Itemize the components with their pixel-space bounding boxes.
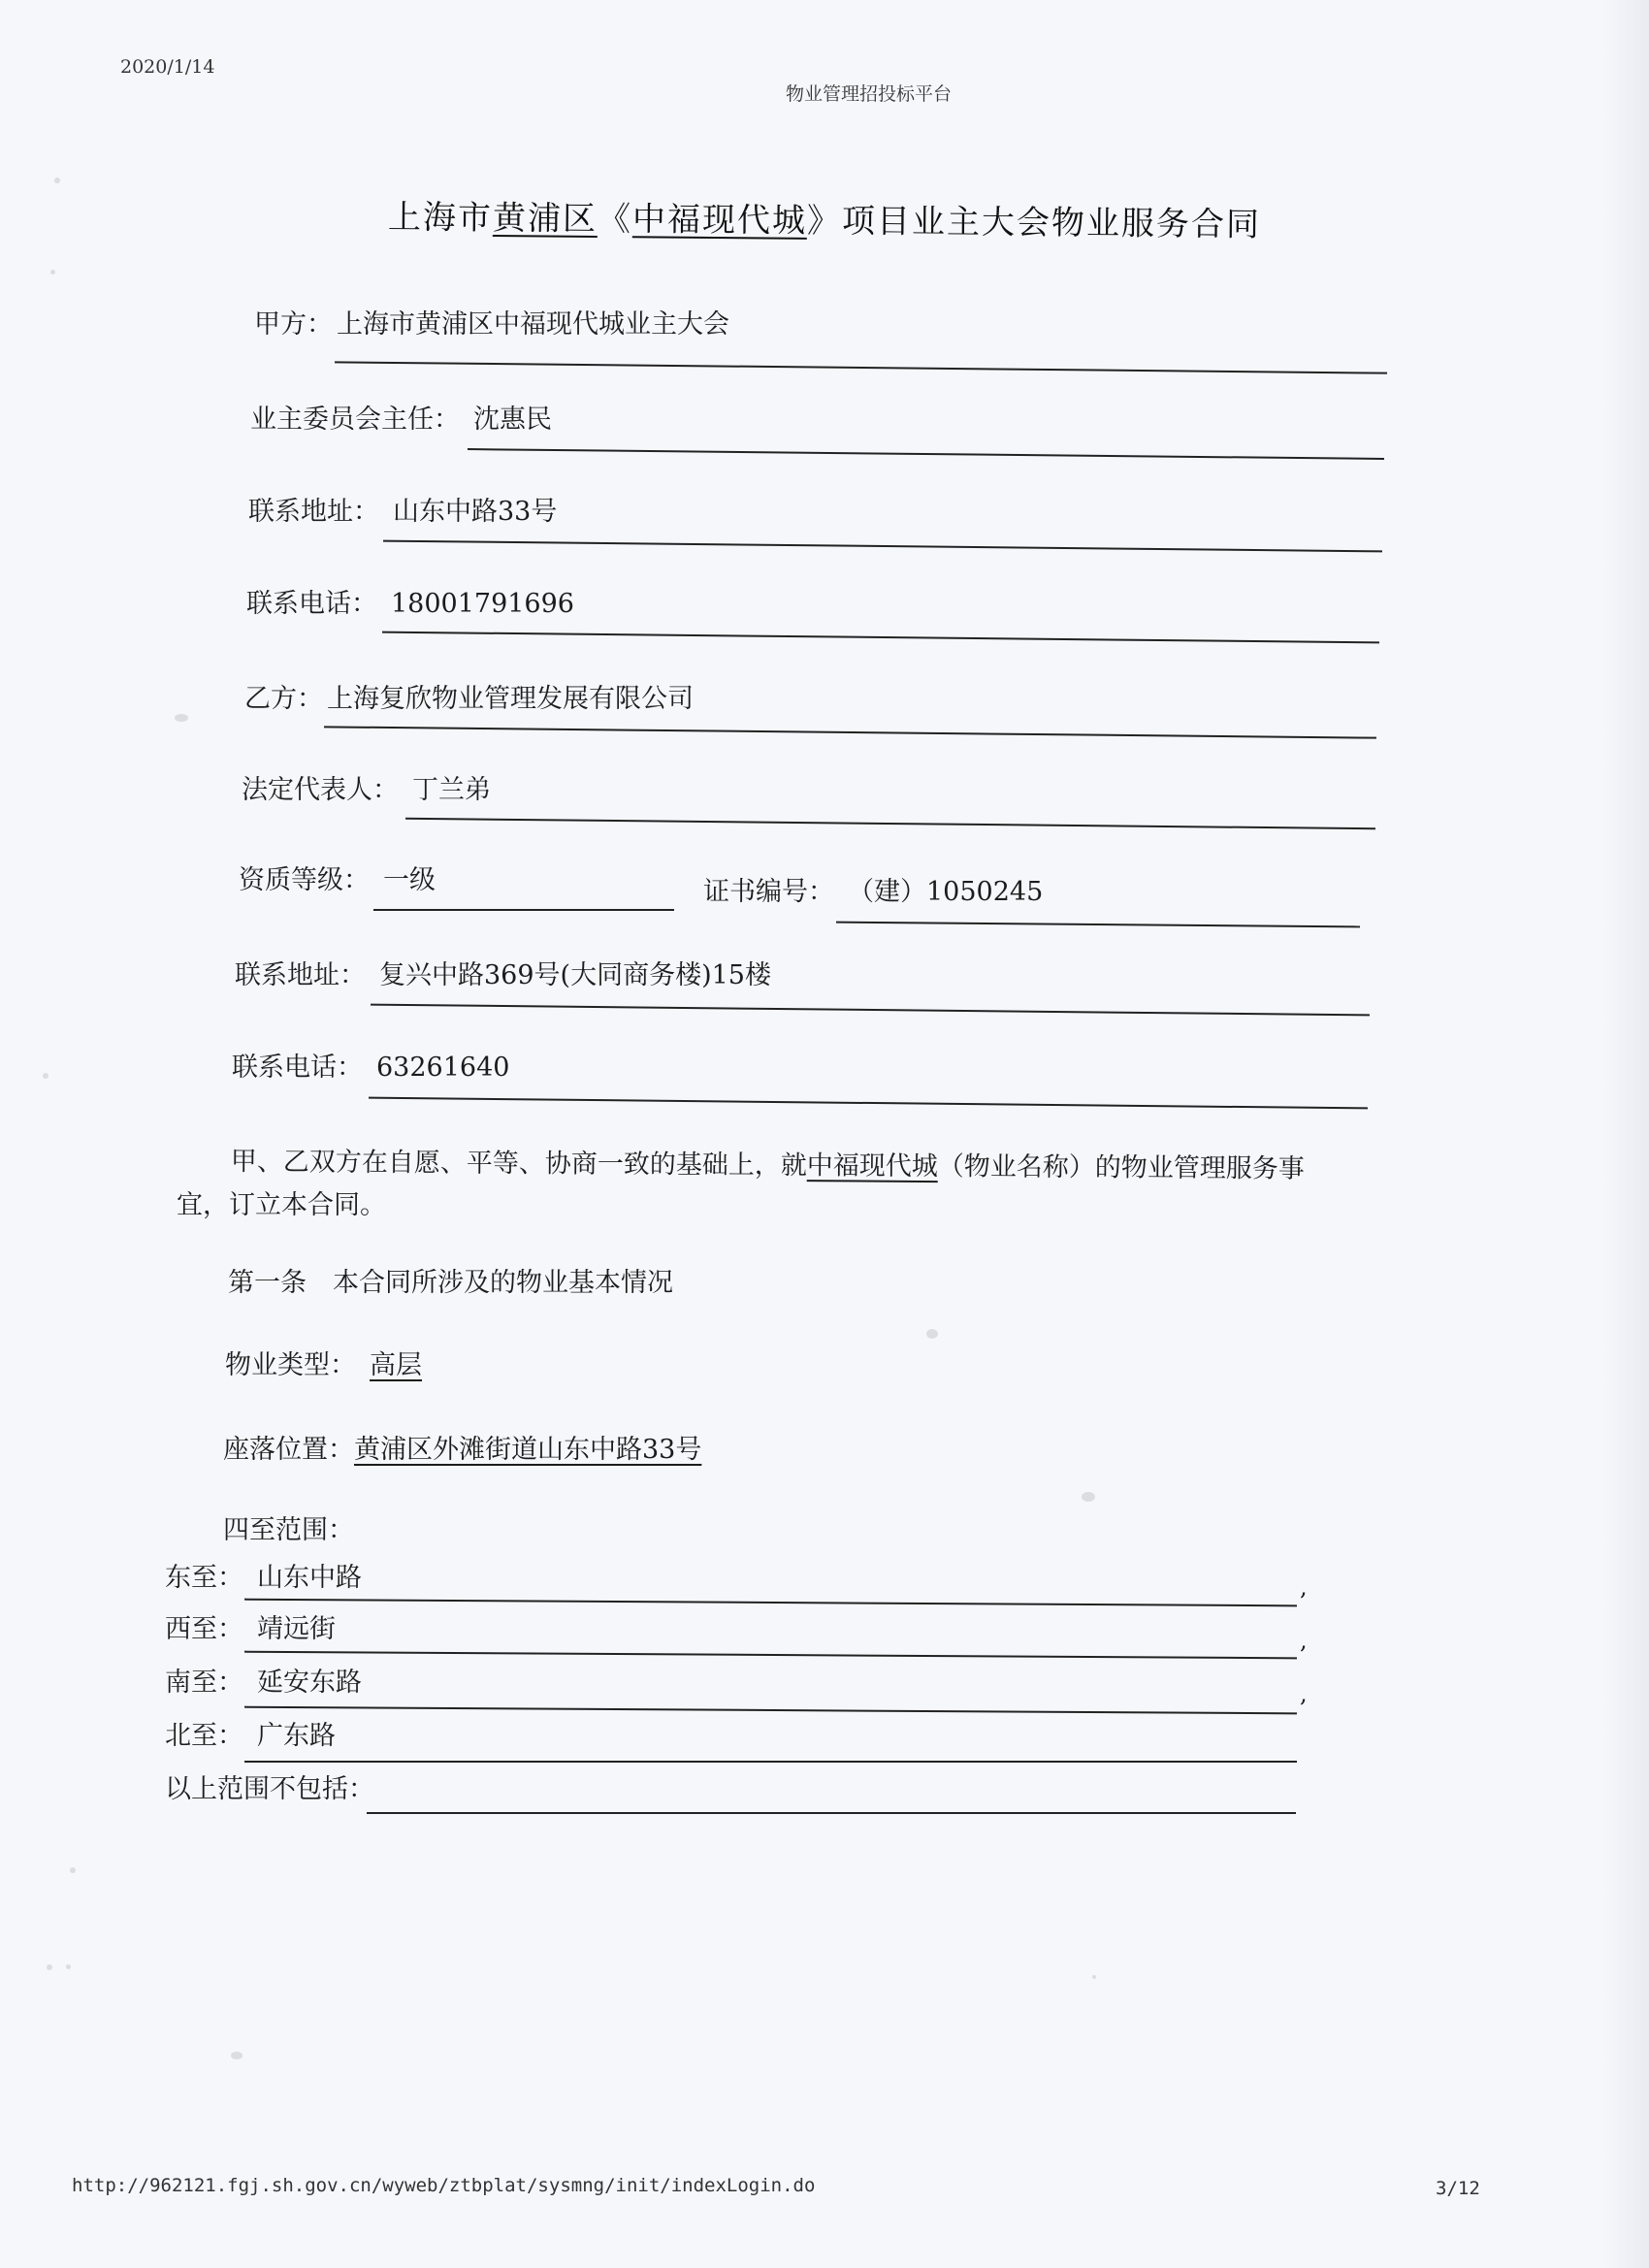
exclude-underline [367, 1812, 1296, 1814]
party-b-phone-field [232, 1046, 509, 1084]
party-a-address-underline [383, 540, 1382, 553]
property-type-field [225, 1344, 422, 1381]
party-b-field [244, 677, 694, 715]
east-bound-field [165, 1556, 362, 1594]
bounds-label: 四至范围： [223, 1515, 354, 1545]
cert-label: 证书编号： [703, 877, 834, 907]
south-label: 南至： [165, 1668, 243, 1698]
party-a-phone-underline [382, 632, 1379, 644]
scan-dot [43, 1073, 48, 1079]
party-a-phone-label: 联系电话： [246, 589, 377, 619]
title-close-quote: 》 [806, 201, 843, 242]
party-b-underline [324, 726, 1376, 738]
north-bound-field [165, 1714, 336, 1752]
party-a-field [254, 303, 729, 340]
rep-field [242, 768, 491, 806]
intro-text-after: （物业名称）的物业管理服务事 [937, 1151, 1305, 1184]
party-a-address-label: 联系地址： [248, 497, 379, 527]
cert-field [703, 870, 1043, 908]
cert-value: （建）1050245 [848, 877, 1044, 907]
article1-heading: 第一条 本合同所涉及的物业基本情况 [228, 1268, 673, 1298]
party-a-phone-field [246, 582, 574, 620]
scan-dot [66, 1964, 71, 1969]
west-comma: , [1300, 1627, 1308, 1654]
scan-dot [231, 2052, 242, 2059]
party-b-value: 上海复欣物业管理发展有限公司 [327, 684, 694, 714]
north-value: 广东路 [257, 1721, 336, 1751]
intro-property-name: 中福现代城 [806, 1150, 938, 1183]
chair-field [250, 398, 552, 436]
grade-value: 一级 [383, 865, 436, 895]
south-comma: , [1300, 1680, 1308, 1707]
west-value: 靖远街 [257, 1614, 336, 1644]
party-a-address-value: 山东中路33号 [393, 497, 558, 527]
rep-value: 丁兰弟 [412, 775, 491, 805]
east-value: 山东中路 [257, 1563, 362, 1593]
chair-value: 沈惠民 [473, 405, 552, 435]
scan-dot [175, 714, 188, 722]
cert-underline [836, 922, 1360, 928]
print-date: 2020/1/14 [120, 56, 215, 78]
east-comma: , [1300, 1573, 1308, 1601]
north-underline [244, 1761, 1297, 1763]
page-number: 3/12 [1436, 2178, 1480, 2199]
party-b-address-field [235, 954, 771, 991]
party-b-label: 乙方： [244, 684, 323, 714]
chair-underline [468, 448, 1384, 460]
west-bound-field [165, 1607, 336, 1645]
scan-dot [1092, 1975, 1096, 1979]
scan-dot [50, 270, 55, 275]
scan-dot [54, 178, 60, 183]
grade-field [239, 859, 436, 896]
site-name: 物业管理招投标平台 [786, 83, 953, 105]
title-suffix: 项目业主大会物业服务合同 [841, 202, 1262, 244]
property-type-value: 高层 [370, 1350, 422, 1380]
footer-url: http://962121.fgj.sh.gov.cn/wyweb/ztbplat/sysmng/init/indexLogin.do [72, 2175, 816, 2196]
title-open-quote: 《 [597, 199, 633, 240]
grade-underline [373, 909, 674, 911]
location-label: 座落位置： [223, 1435, 354, 1465]
location-value: 黄浦区外滩街道山东中路33号 [354, 1435, 702, 1465]
west-label: 西至： [165, 1614, 243, 1644]
party-a-value: 上海市黄浦区中福现代城业主大会 [337, 309, 729, 340]
east-label: 东至： [165, 1563, 243, 1593]
south-bound-field [165, 1661, 362, 1699]
party-a-label: 甲方： [254, 309, 333, 340]
document-title [0, 187, 1649, 249]
north-label: 北至： [165, 1721, 243, 1751]
party-b-address-value: 复兴中路369号(大同商务楼)15楼 [379, 960, 771, 990]
location-field [223, 1428, 701, 1466]
chair-label: 业主委员会主任： [250, 405, 460, 435]
party-b-phone-value: 63261640 [376, 1053, 510, 1083]
party-b-address-underline [371, 1004, 1370, 1017]
party-b-phone-underline [369, 1097, 1368, 1110]
rep-label: 法定代表人： [242, 775, 399, 805]
scan-edge-shadow [1602, 0, 1649, 2268]
title-project: 中福现代城 [631, 200, 808, 241]
south-value: 延安东路 [257, 1668, 362, 1698]
scan-dot [47, 1964, 52, 1970]
grade-label: 资质等级： [239, 865, 370, 895]
party-a-address-field [248, 490, 557, 528]
west-underline [244, 1651, 1297, 1660]
rep-underline [405, 818, 1375, 829]
property-type-label: 物业类型： [225, 1350, 356, 1380]
intro-line-2: 宜，订立本合同。 [177, 1190, 386, 1220]
party-b-phone-label: 联系电话： [232, 1053, 363, 1083]
party-a-underline [335, 361, 1387, 373]
title-district: 黄浦区 [492, 199, 598, 239]
intro-line-1 [231, 1140, 1305, 1185]
party-b-address-label: 联系地址： [235, 960, 366, 990]
scan-dot [70, 1867, 76, 1873]
scan-dot [1082, 1492, 1095, 1502]
scan-dot [926, 1329, 938, 1339]
intro-text-before: 甲、乙双方在自愿、平等、协商一致的基础上，就 [230, 1146, 807, 1182]
exclude-field: 以上范围不包括： [165, 1774, 374, 1804]
south-underline [244, 1706, 1297, 1715]
title-prefix: 上海市 [387, 198, 494, 239]
party-a-phone-value: 18001791696 [391, 589, 574, 619]
east-underline [244, 1599, 1297, 1607]
